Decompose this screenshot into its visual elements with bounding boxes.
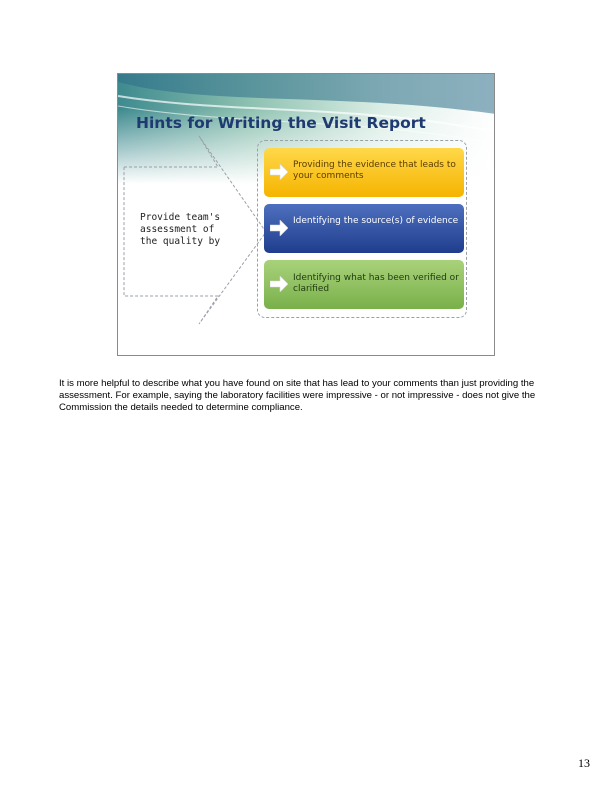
panel-verified-text: Identifying what has been verified or clarified xyxy=(293,273,459,294)
speaker-notes: It is more helpful to describe what you have found on site that has lead to your comments than just providing the assessment. For example, saying the laboratory facilities were impressive - or not impressive - does not give the Commission the details needed to determine compliance. xyxy=(59,378,536,414)
page-number: 13 xyxy=(578,756,590,770)
arrow-right-icon xyxy=(270,276,288,292)
panel-evidence xyxy=(264,148,464,197)
slide xyxy=(117,73,495,356)
panel-source-text: Identifying the source(s) of evidence xyxy=(293,216,459,226)
panel-source xyxy=(264,204,464,253)
slide-title: Hints for Writing the Visit Report xyxy=(136,114,426,132)
arrow-right-icon xyxy=(270,220,288,236)
panel-verified xyxy=(264,260,464,309)
assessment-label: Provide team's assessment of the quality by xyxy=(140,212,221,247)
arrow-right-icon xyxy=(270,164,288,180)
panel-evidence-text: Providing the evidence that leads to your comments xyxy=(293,160,456,181)
